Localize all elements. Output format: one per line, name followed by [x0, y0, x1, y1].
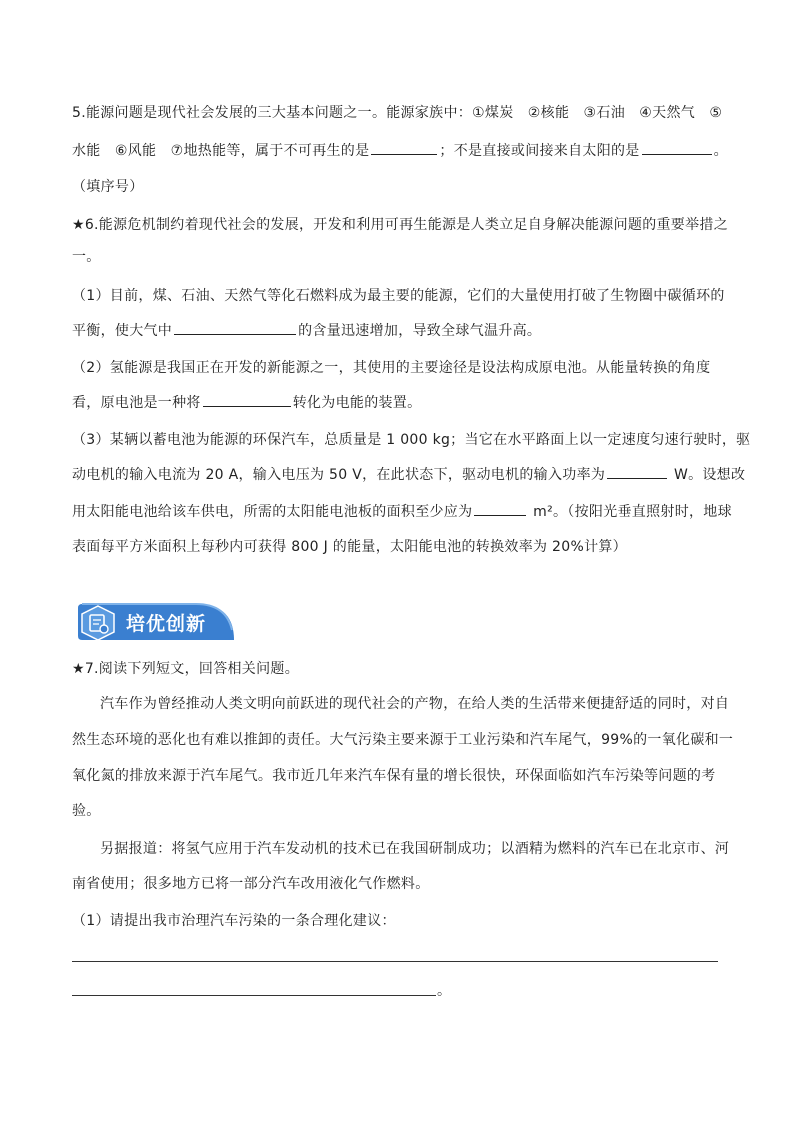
q6-p3-text-a: 动电机的输入电流为 20 A，输入电压为 50 V，在此状态下，驱动电机的输入功率为 — [72, 467, 606, 483]
banner-title: 培优创新 — [126, 613, 207, 635]
q5-text-b: ；不是直接或间接来自太阳的是 — [439, 143, 640, 159]
q6-p3-unit-m2: m²。（按阳光垂直照射时，地球 — [528, 504, 732, 520]
q7-para1-line2: 然生态环境的恶化也有难以推卸的责任。大气污染主要来源于工业污染和汽车尾气，99%的一氧化碳和一 — [72, 732, 734, 748]
q6-p2-text-a: 看，原电池是一种将 — [72, 395, 201, 411]
q7-para2-line2: 南省使用；很多地方已将一部分汽车改用液化气作燃料。 — [72, 876, 430, 892]
q5-text-a: 水能 ⑥风能 ⑦地热能等，属于不可再生的是 — [72, 143, 370, 159]
q6-p3-line2 — [72, 464, 746, 486]
q6-answer-blank-area[interactable] — [474, 501, 526, 516]
q5-line2 — [72, 140, 728, 162]
q6-p1-line1: （1）目前，煤、石油、天然气等化石燃料成为最主要的能源，它们的大量使用打破了生物圈中碳循环的 — [72, 288, 725, 304]
q6-p1-line2 — [72, 320, 722, 342]
q5-line3: （填序号） — [72, 179, 144, 195]
notebook-icon — [82, 606, 114, 640]
q6-p3-line4: 表面每平方米面积上每秒内可获得 800 J 的能量，太阳能电池的转换效率为 20%计算） — [72, 539, 627, 555]
q6-line2: 一。 — [72, 249, 101, 265]
q5-answer-blank-not-solar[interactable] — [642, 140, 712, 155]
q7-answer-line-2[interactable] — [72, 995, 436, 996]
q6-p3-line3 — [72, 501, 732, 523]
q7-para1-line1: 汽车作为曾经推动人类文明向前跃进的现代社会的产物，在给人类的生活带来便捷舒适的同时，对自 — [100, 696, 730, 712]
q6-answer-blank-power[interactable] — [607, 464, 667, 479]
q7-para1-line3: 氧化氮的排放来源于汽车尾气。我市近几年来汽车保有量的增长很快，环保面临如汽车污染等问题的考 — [72, 768, 716, 784]
q7-para1-line4: 验。 — [72, 803, 101, 819]
q7-answer-period: 。 — [437, 983, 451, 999]
q6-p1-text-a: 平衡，使大气中 — [72, 323, 173, 339]
q6-p3-line1: （3）某辆以蓄电池为能源的环保汽车，总质量是 1 000 kg；当它在水平路面上以一定速度匀速行驶时，驱 — [72, 432, 751, 448]
q7-answer-line-1[interactable] — [72, 961, 718, 962]
q7-para2-line1: 另据报道：将氢气应用于汽车发动机的技术已在我国研制成功；以酒精为燃料的汽车已在北京市、河 — [100, 841, 730, 857]
q6-p2-text-b: 转化为电能的装置。 — [292, 395, 422, 411]
q6-p3-unit-w: W。设想改 — [669, 467, 746, 483]
q7-line1: ★7.阅读下列短文，回答相关问题。 — [72, 661, 300, 677]
q6-answer-blank-gas[interactable] — [174, 320, 296, 335]
section-banner — [76, 600, 236, 644]
q5-text-c: 。 — [713, 143, 728, 159]
q6-p2-line2 — [72, 392, 722, 414]
q6-p1-text-b: 的含量迅速增加，导致全球气温升高。 — [298, 323, 542, 339]
q5-answer-blank-nonrenewable[interactable] — [371, 140, 437, 155]
q6-p2-line1: （2）氢能源是我国正在开发的新能源之一，其使用的主要途径是设法构成原电池。从能量转换的角度 — [72, 360, 711, 376]
q6-line1: ★6.能源危机制约着现代社会的发展，开发和利用可再生能源是人类立足自身解决能源问题的重要举措之 — [72, 217, 729, 233]
q5-line1: 5.能源问题是现代社会发展的三大基本问题之一。能源家族中：①煤炭 ②核能 ③石油 ④天然气 ⑤ — [72, 105, 723, 121]
q7-sub1-prompt: （1）请提出我市治理汽车污染的一条合理化建议： — [72, 913, 396, 929]
q6-p3-text-b: 用太阳能电池给该车供电，所需的太阳能电池板的面积至少应为 — [72, 504, 473, 520]
q6-answer-blank-energy-form[interactable] — [203, 392, 291, 407]
